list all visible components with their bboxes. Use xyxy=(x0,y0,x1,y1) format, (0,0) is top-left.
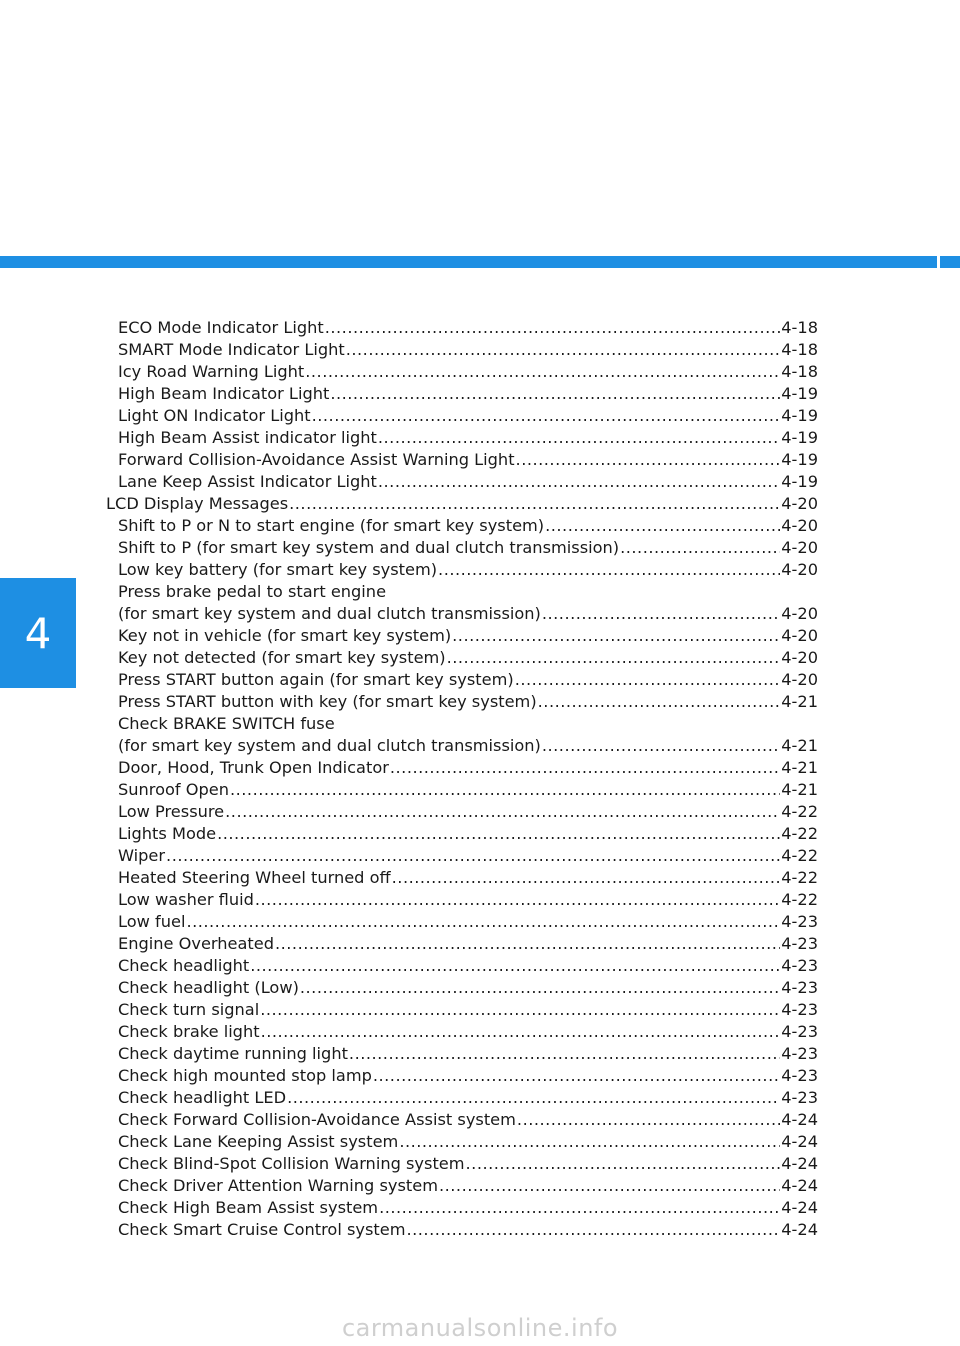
toc-leader-dots xyxy=(217,823,780,845)
toc-entry-title: Check High Beam Assist system xyxy=(118,1198,379,1217)
toc-entry[interactable] xyxy=(106,691,818,713)
toc-leader-dots xyxy=(407,1219,781,1241)
toc-entry-page: 4-24 xyxy=(781,1176,818,1195)
toc-entry-heading-line[interactable]: Press brake pedal to start engine xyxy=(118,582,387,601)
toc-entry-title: Engine Overheated xyxy=(118,934,274,953)
toc-leader-dots xyxy=(516,449,781,471)
toc-entry-heading-line[interactable]: Check BRAKE SWITCH fuse xyxy=(118,714,335,733)
toc-entry-title: Check brake light xyxy=(118,1022,260,1041)
toc-entry[interactable] xyxy=(106,845,818,867)
toc-leader-dots xyxy=(620,537,780,559)
toc-entry-page: 4-21 xyxy=(781,758,818,777)
toc-entry-title: Icy Road Warning Light xyxy=(118,362,305,381)
toc-entry[interactable] xyxy=(106,1021,818,1043)
toc-entry-title: Check high mounted stop lamp xyxy=(118,1066,372,1085)
toc-entry-page: 4-19 xyxy=(781,450,818,469)
toc-entry-title: High Beam Assist indicator light xyxy=(118,428,377,447)
toc-entry-title: LCD Display Messages xyxy=(106,494,289,513)
toc-leader-dots xyxy=(517,1109,780,1131)
toc-leader-dots xyxy=(545,515,780,537)
toc-leader-dots xyxy=(305,361,780,383)
toc-entry-title: Forward Collision-Avoidance Assist Warning Light xyxy=(118,450,515,469)
toc-entry-page: 4-20 xyxy=(781,538,818,557)
toc-entry-title: Check Forward Collision-Avoidance Assist system xyxy=(118,1110,516,1129)
toc-leader-dots xyxy=(287,1087,780,1109)
chapter-number: 4 xyxy=(24,608,52,658)
toc-leader-dots xyxy=(390,757,780,779)
toc-entry[interactable] xyxy=(106,889,818,911)
toc-entry-page: 4-20 xyxy=(781,626,818,645)
toc-entry-title: Key not detected (for smart key system) xyxy=(118,648,446,667)
toc-entry-title: Low key battery (for smart key system) xyxy=(118,560,438,579)
toc-leader-dots xyxy=(349,1043,780,1065)
toc-entry[interactable] xyxy=(106,1109,818,1131)
toc-entry-page: 4-21 xyxy=(781,780,818,799)
toc-entry-page: 4-18 xyxy=(781,362,818,381)
toc-entry-page: 4-20 xyxy=(781,516,818,535)
toc-entry[interactable] xyxy=(106,471,818,493)
toc-entry[interactable] xyxy=(106,999,818,1021)
toc-entry[interactable] xyxy=(106,449,818,471)
toc-leader-dots xyxy=(542,735,780,757)
toc-leader-dots xyxy=(289,493,780,515)
toc-entry-title: Heated Steering Wheel turned off xyxy=(118,868,391,887)
toc-entry-title: Wiper xyxy=(118,846,166,865)
toc-entry[interactable] xyxy=(106,1219,818,1241)
toc-entry-page: 4-18 xyxy=(781,318,818,337)
toc-entry[interactable] xyxy=(106,867,818,889)
toc-leader-dots xyxy=(379,1197,780,1219)
toc-entry[interactable] xyxy=(106,1131,818,1153)
header-band-notch xyxy=(937,256,940,268)
toc-leader-dots xyxy=(230,779,780,801)
toc-entry-title: Check Blind-Spot Collision Warning system xyxy=(118,1154,465,1173)
toc-entry-page: 4-21 xyxy=(781,692,818,711)
toc-leader-dots xyxy=(542,603,780,625)
toc-entry-title: SMART Mode Indicator Light xyxy=(118,340,345,359)
toc-entry-page: 4-24 xyxy=(781,1220,818,1239)
toc-entry-title: Light ON Indicator Light xyxy=(118,406,311,425)
toc-entry[interactable] xyxy=(106,977,818,999)
toc-entry-title: Door, Hood, Trunk Open Indicator xyxy=(118,758,389,777)
toc-entry-page: 4-20 xyxy=(781,670,818,689)
toc-entry[interactable] xyxy=(106,647,818,669)
toc-entry-title: Sunroof Open xyxy=(118,780,229,799)
toc-entry[interactable] xyxy=(106,779,818,801)
toc-entry-title: Lane Keep Assist Indicator Light xyxy=(118,472,377,491)
toc-leader-dots xyxy=(255,889,780,911)
toc-leader-dots xyxy=(438,559,780,581)
toc-entry[interactable] xyxy=(106,933,818,955)
toc-entry-page: 4-23 xyxy=(781,934,818,953)
toc-entry-page: 4-24 xyxy=(781,1198,818,1217)
toc-entry-title: Check headlight xyxy=(118,956,250,975)
toc-leader-dots xyxy=(373,1065,780,1087)
toc-leader-dots xyxy=(515,669,781,691)
toc-entry[interactable] xyxy=(106,383,818,405)
toc-leader-dots xyxy=(378,471,780,493)
toc-leader-dots xyxy=(260,999,780,1021)
toc-entry-title: Key not in vehicle (for smart key system) xyxy=(118,626,452,645)
toc-entry-page: 4-23 xyxy=(781,1044,818,1063)
toc-leader-dots xyxy=(261,1021,781,1043)
toc-entry-title: Shift to P (for smart key system and dual clutch transmission) xyxy=(118,538,620,557)
toc-entry-page: 4-23 xyxy=(781,1066,818,1085)
toc-entry-page: 4-20 xyxy=(781,560,818,579)
table-of-contents xyxy=(106,317,818,1241)
toc-entry[interactable] xyxy=(106,757,818,779)
toc-entry-title: High Beam Indicator Light xyxy=(118,384,330,403)
toc-entry-title: (for smart key system and dual clutch transmission) xyxy=(118,736,541,755)
toc-leader-dots xyxy=(225,801,780,823)
toc-entry-page: 4-20 xyxy=(781,604,818,623)
toc-leader-dots xyxy=(166,845,780,867)
toc-entry-page: 4-22 xyxy=(781,890,818,909)
toc-entry-title: Low washer fluid xyxy=(118,890,254,909)
toc-entry-page: 4-21 xyxy=(781,736,818,755)
toc-leader-dots xyxy=(346,339,781,361)
toc-entry-page: 4-23 xyxy=(781,1022,818,1041)
toc-leader-dots xyxy=(439,1175,780,1197)
watermark: carmanualsonline.info xyxy=(341,1314,619,1342)
toc-entry-title: Shift to P or N to start engine (for smart key system) xyxy=(118,516,545,535)
toc-entry-page: 4-20 xyxy=(781,494,818,513)
toc-entry-page: 4-23 xyxy=(781,912,818,931)
toc-entry-title: Press START button again (for smart key system) xyxy=(118,670,514,689)
toc-leader-dots xyxy=(300,977,780,999)
toc-entry[interactable] xyxy=(106,515,818,537)
toc-entry-page: 4-24 xyxy=(781,1110,818,1129)
toc-entry-title: Check Lane Keeping Assist system xyxy=(118,1132,399,1151)
toc-entry-title: Check Smart Cruise Control system xyxy=(118,1220,406,1239)
toc-entry[interactable] xyxy=(106,955,818,977)
toc-leader-dots xyxy=(325,317,781,339)
toc-entry[interactable] xyxy=(106,1065,818,1087)
toc-entry-page: 4-19 xyxy=(781,472,818,491)
toc-entry[interactable] xyxy=(106,1087,818,1109)
toc-entry[interactable] xyxy=(106,801,818,823)
header-color-band xyxy=(0,256,960,268)
toc-entry[interactable] xyxy=(106,537,818,559)
toc-leader-dots xyxy=(452,625,780,647)
toc-entry-page: 4-22 xyxy=(781,824,818,843)
toc-entry-page: 4-22 xyxy=(781,802,818,821)
toc-entry-title: Check Driver Attention Warning system xyxy=(118,1176,438,1195)
toc-entry[interactable] xyxy=(106,339,818,361)
toc-leader-dots xyxy=(378,427,780,449)
toc-entry[interactable] xyxy=(106,603,818,625)
toc-entry[interactable] xyxy=(106,427,818,449)
toc-entry-title: Lights Mode xyxy=(118,824,217,843)
toc-leader-dots xyxy=(447,647,781,669)
toc-leader-dots xyxy=(392,867,781,889)
toc-entry-page: 4-23 xyxy=(781,1088,818,1107)
toc-entry-page: 4-23 xyxy=(781,956,818,975)
toc-entry[interactable] xyxy=(106,1043,818,1065)
toc-entry-page: 4-23 xyxy=(781,1000,818,1019)
toc-entry-title: Check headlight (Low) xyxy=(118,978,299,997)
toc-entry-title: (for smart key system and dual clutch transmission) xyxy=(118,604,541,623)
toc-entry[interactable] xyxy=(106,823,818,845)
toc-entry-page: 4-19 xyxy=(781,428,818,447)
toc-leader-dots xyxy=(399,1131,780,1153)
toc-entry[interactable] xyxy=(106,1153,818,1175)
toc-entry[interactable] xyxy=(106,559,818,581)
toc-entry-page: 4-20 xyxy=(781,648,818,667)
toc-entry[interactable] xyxy=(106,669,818,691)
toc-entry[interactable] xyxy=(106,911,818,933)
toc-leader-dots xyxy=(538,691,781,713)
toc-entry-title: Press START button with key (for smart key system) xyxy=(118,692,537,711)
toc-entry-title: Low Pressure xyxy=(118,802,225,821)
toc-entry-title: Check daytime running light xyxy=(118,1044,348,1063)
toc-entry-title: Check turn signal xyxy=(118,1000,260,1019)
toc-entry-title: Check headlight LED xyxy=(118,1088,287,1107)
toc-leader-dots xyxy=(186,911,780,933)
toc-entry[interactable] xyxy=(106,361,818,383)
toc-entry[interactable] xyxy=(106,735,818,757)
toc-leader-dots xyxy=(250,955,780,977)
toc-entry-page: 4-19 xyxy=(781,406,818,425)
toc-leader-dots xyxy=(330,383,780,405)
toc-entry-page: 4-23 xyxy=(781,978,818,997)
toc-entry-page: 4-24 xyxy=(781,1132,818,1151)
toc-entry-page: 4-22 xyxy=(781,846,818,865)
toc-entry[interactable] xyxy=(106,493,818,515)
toc-entry[interactable] xyxy=(106,1197,818,1219)
toc-entry[interactable] xyxy=(106,1175,818,1197)
toc-leader-dots xyxy=(275,933,780,955)
toc-entry-page: 4-19 xyxy=(781,384,818,403)
toc-entry[interactable] xyxy=(106,405,818,427)
toc-entry-page: 4-24 xyxy=(781,1154,818,1173)
toc-leader-dots xyxy=(466,1153,781,1175)
toc-entry-title: Low fuel xyxy=(118,912,186,931)
toc-entry-page: 4-22 xyxy=(781,868,818,887)
toc-entry-title: ECO Mode Indicator Light xyxy=(118,318,324,337)
toc-entry-page: 4-18 xyxy=(781,340,818,359)
toc-entry[interactable] xyxy=(106,317,818,339)
chapter-tab[interactable] xyxy=(0,578,76,688)
toc-leader-dots xyxy=(312,405,781,427)
toc-entry[interactable] xyxy=(106,625,818,647)
